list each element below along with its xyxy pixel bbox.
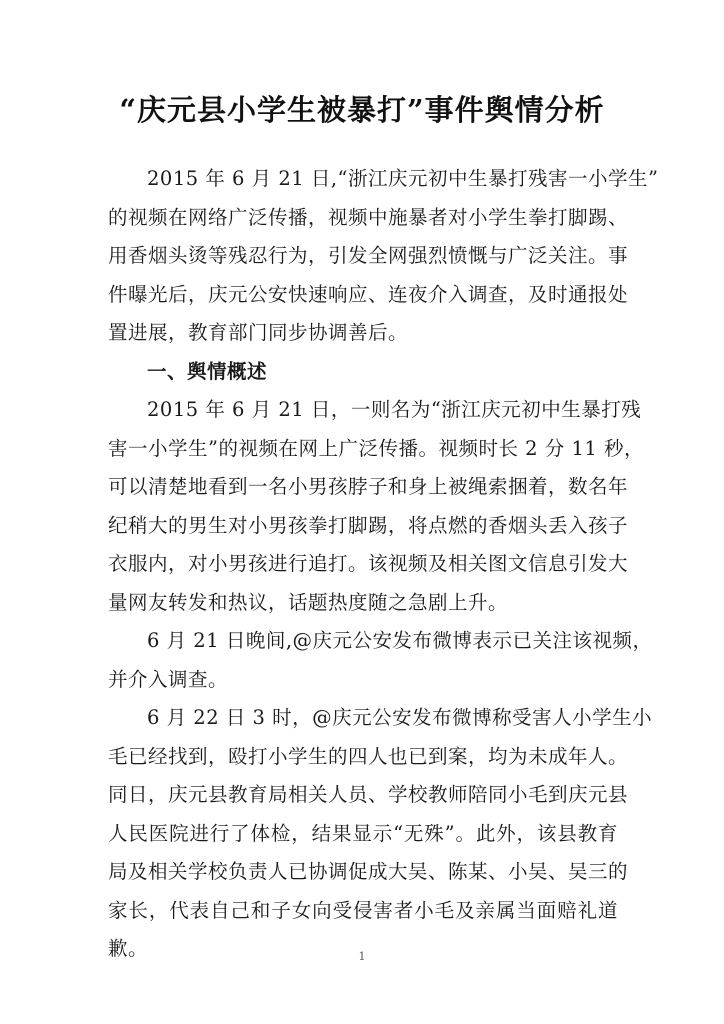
paragraph-line: 纪稍大的男生对小男孩拳打脚踢，将点燃的香烟头丢入孩子 [108,513,629,537]
section-heading: 一、舆情概述 [147,359,268,383]
paragraph-line: 置进展，教育部门同步协调善后。 [108,321,409,344]
paragraph-line: 害一小学生”的视频在网上广泛传播。视频时长 2 分 11 秒， [108,436,644,460]
paragraph-line: 件曝光后，庆元公安快速响应、连夜介入调查，及时通报处 [108,282,629,306]
page-number: 1 [358,950,366,963]
document-title: “庆元县小学生被暴打”事件舆情分析 [119,93,605,127]
paragraph-line: 的视频在网络广泛传播，视频中施暴者对小学生拳打脚踢、 [108,205,629,229]
paragraph-line: 家长，代表自己和子女向受侵害者小毛及亲属当面赔礼道 [108,898,618,922]
paragraph-line: 衣服内，对小男孩进行追打。该视频及相关图文信息引发大 [108,552,629,575]
paragraph-line: 2015 年 6 月 21 日,“浙江庆元初中生暴打残害一小学生” [147,167,659,190]
paragraph-line: 可以清楚地看到一名小男孩脖子和身上被绳索捆着，数名年 [108,475,629,498]
paragraph-line: 并介入调查。 [108,667,229,691]
paragraph-line: 同日，庆元县教育局相关人员、学校教师陪同小毛到庆元县 [108,783,629,806]
paragraph-line: 量网友转发和热议，话题热度随之急剧上升。 [108,590,509,614]
paragraph-line: 6 月 22 日 3 时，@庆元公安发布微博称受害人小学生小 [147,706,653,729]
paragraph-line: 局及相关学校负责人已协调促成大吴、陈某、小吴、吴三的 [108,860,629,883]
paragraph-line: 毛已经找到，殴打小学生的四人也已到案，均为未成年人。 [108,744,629,768]
document-body [108,160,659,969]
paragraph-line: 歉。 [108,937,149,960]
paragraph-line: 用香烟头烫等残忍行为，引发全网强烈愤慨与广泛关注。事 [108,244,629,267]
paragraph-line: 6 月 21 日晚间,@庆元公安发布微博表示已关注该视频， [147,629,653,652]
paragraph-line: 2015 年 6 月 21 日，一则名为“浙江庆元初中生暴打残 [147,398,642,421]
paragraph-line: 人民医院进行了体检，结果显示“无殊”。此外，该县教育 [108,821,618,845]
